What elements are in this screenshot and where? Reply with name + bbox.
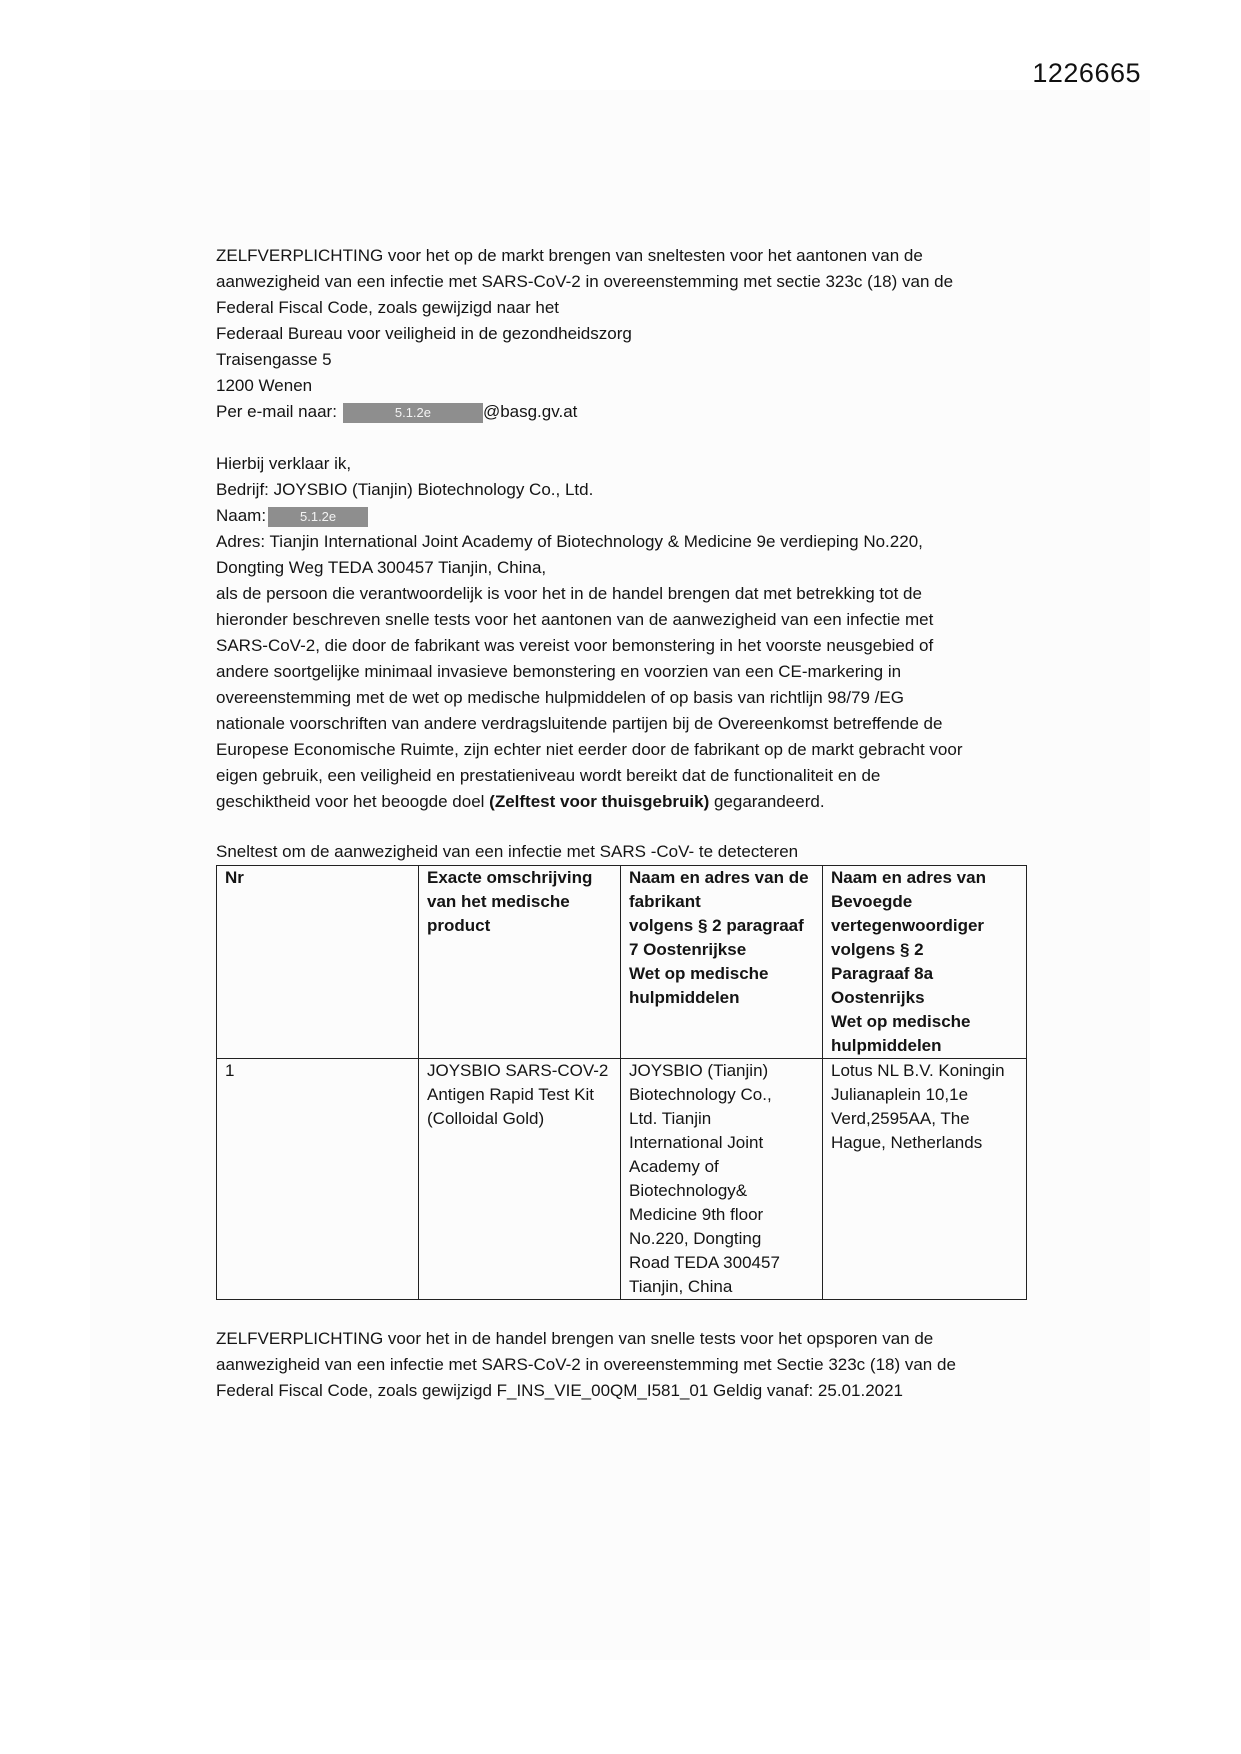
- document-body: [216, 243, 1036, 1404]
- header-representative: Naam en adres van Bevoegde vertegenwoordiger volgens § 2 Paragraaf 8a Oostenrijks Wet op medische hulpmiddelen: [823, 866, 1027, 1059]
- footer-line: ZELFVERPLICHTING voor het in de handel brengen van snelle tests voor het opsporen van de: [216, 1329, 934, 1348]
- footer-line: Federal Fiscal Code, zoals gewijzigd F_INS_VIE_00QM_I581_01 Geldig vanaf: 25.01.2021: [216, 1381, 904, 1400]
- name-redaction: 5.1.2e: [268, 507, 368, 527]
- email-redaction: 5.1.2e: [343, 403, 483, 423]
- product-table: [216, 865, 1027, 1300]
- email-line: [216, 399, 1036, 425]
- cell-manufacturer: JOYSBIO (Tianjin) Biotechnology Co., Ltd. Tianjin International Joint Academy of Biotechnology& Medicine 9th floor No.220, Dongting Road TEDA 300457 Tianjin, China: [621, 1059, 823, 1300]
- header-description: Exacte omschrijving van het medische product: [419, 866, 621, 1059]
- cell-nr: 1: [217, 1059, 419, 1300]
- cell-description: JOYSBIO SARS-COV-2 Antigen Rapid Test Kit (Colloidal Gold): [419, 1059, 621, 1300]
- paragraph-line: andere soortgelijke minimaal invasieve bemonstering en voorzien van een CE-markering in: [216, 662, 902, 681]
- address-line: Adres: Tianjin International Joint Academy of Biotechnology & Medicine 9e verdieping No.220,: [216, 532, 923, 551]
- paragraph-line: overeenstemming met de wet op medische hulpmiddelen of op basis van richtlijn 98/79 /EG: [216, 688, 904, 707]
- paragraph-line: hieronder beschreven snelle tests voor het aantonen van de aanwezigheid van een infectie met: [216, 610, 934, 629]
- cell-representative: Lotus NL B.V. Koningin Julianaplein 10,1e Verd,2595AA, The Hague, Netherlands: [823, 1059, 1027, 1300]
- declaration-block: [216, 451, 1036, 815]
- declaration-paragraph: [216, 581, 1036, 815]
- table-header-row: [217, 866, 1027, 1059]
- header-line: Federal Fiscal Code, zoals gewijzigd naar het: [216, 298, 560, 317]
- header-line: Federaal Bureau voor veiligheid in de gezondheidszorg: [216, 324, 632, 343]
- paragraph-line: nationale voorschriften van andere verdragsluitende partijen bij de Overeenkomst betreffende de: [216, 714, 943, 733]
- name-line: [216, 503, 1036, 529]
- header-line: Traisengasse 5: [216, 350, 332, 369]
- paragraph-line: eigen gebruik, een veiligheid en prestatieniveau wordt bereikt dat de functionaliteit en de: [216, 766, 881, 785]
- header-line: aanwezigheid van een infectie met SARS-CoV-2 in overeenstemming met sectie 323c (18) van de: [216, 272, 954, 291]
- paragraph-last-line: [216, 789, 1036, 815]
- header-nr: Nr: [217, 866, 419, 1059]
- table-caption: Sneltest om de aanwezigheid van een infectie met SARS -CoV- te detecteren: [216, 842, 799, 861]
- paragraph-line: als de persoon die verantwoordelijk is voor het in de handel brengen dat met betrekking tot de: [216, 584, 922, 603]
- header-manufacturer: Naam en adres van de fabrikant volgens § 2 paragraaf 7 Oostenrijkse Wet op medische hulpmiddelen: [621, 866, 823, 1059]
- address-line: Dongting Weg TEDA 300457 Tianjin, China,: [216, 558, 547, 577]
- paragraph-line: Europese Economische Ruimte, zijn echter niet eerder door de fabrikant op de markt gebracht voor: [216, 740, 963, 759]
- name-label: Naam:: [216, 506, 267, 525]
- email-label: Per e-mail naar:: [216, 402, 337, 421]
- footer-block: [216, 1326, 1036, 1404]
- company-line: Bedrijf: JOYSBIO (Tianjin) Biotechnology Co., Ltd.: [216, 480, 594, 499]
- header-line: 1200 Wenen: [216, 376, 313, 395]
- self-test-emphasis: (Zelftest voor thuisgebruik): [489, 792, 710, 811]
- last-line-suffix: gegarandeerd.: [709, 792, 825, 811]
- last-line-prefix: geschiktheid voor het beoogde doel: [216, 792, 490, 811]
- paragraph-line: SARS-CoV-2, die door de fabrikant was vereist voor bemonstering in het voorste neusgebied of: [216, 636, 934, 655]
- footer-line: aanwezigheid van een infectie met SARS-CoV-2 in overeenstemming met Sectie 323c (18) van de: [216, 1355, 956, 1374]
- table-row: [217, 1059, 1027, 1300]
- declaration-intro: Hierbij verklaar ik,: [216, 454, 352, 473]
- email-domain: @basg.gv.at: [482, 402, 578, 421]
- document-number: 1226665: [1032, 58, 1141, 88]
- spacer: [216, 425, 1036, 451]
- header-line: ZELFVERPLICHTING voor het op de markt brengen van sneltesten voor het aantonen van de: [216, 246, 923, 265]
- header-block: [216, 243, 1036, 425]
